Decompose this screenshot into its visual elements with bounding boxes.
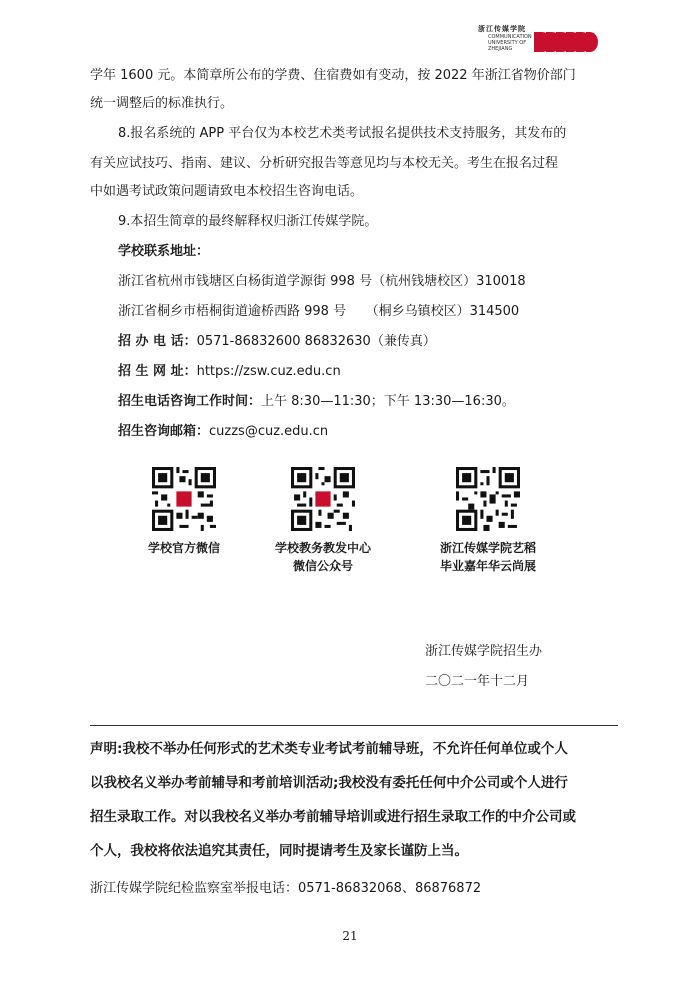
- logo-stripes-icon: [530, 28, 598, 56]
- hours-value: 上午 8:30—11:30；下午 13:30—16:30。: [261, 394, 515, 409]
- qr-caption-line: 毕业嘉年华云尚展: [439, 559, 536, 573]
- paragraph-line: 8.报名系统的 APP 平台仅为本校艺术类考试报名提供技术支持服务，其发布的: [118, 126, 567, 141]
- qr-code-graduation-exhibition-icon: [456, 467, 520, 531]
- hours-label: 招生电话咨询工作时间：: [118, 394, 262, 409]
- qr-caption-graduation-exhibition: [428, 539, 548, 575]
- page-number: 21: [342, 929, 358, 943]
- email-label: 招生咨询邮箱：: [118, 424, 210, 439]
- logo-cn-text: 浙江传媒学院: [478, 25, 526, 33]
- phone-label: 招 办 电 话：: [118, 334, 197, 349]
- address-hangzhou: 浙江省杭州市钱塘区白杨街道学源街 998 号（杭州钱塘校区）310018: [118, 274, 526, 289]
- qr-code-academic-affairs-icon: [291, 467, 355, 531]
- report-phone: 浙江传媒学院纪检监察室举报电话：0571-86832068、86876872: [90, 881, 482, 896]
- address-tongxiang: 浙江省桐乡市梧桐街道逾桥西路 998 号 （桐乡乌镇校区）314500: [118, 304, 520, 319]
- web-link[interactable]: https://zsw.cuz.edu.cn: [196, 364, 341, 379]
- hours-row: [118, 395, 612, 409]
- qr-caption-academic-affairs: [263, 539, 383, 575]
- declaration-line: 招生录取工作。对以我校名义举办考前辅导培训或进行招生录取工作的中介公司或: [90, 809, 576, 825]
- declaration-line: 声明:我校不举办任何形式的艺术类专业考试考前辅导班，不允许任何单位或个人: [90, 741, 568, 757]
- qr-caption-line: 学校官方微信: [147, 541, 220, 555]
- paragraph-line: 中如遇考试政策问题请致电本校招生咨询电话。: [90, 184, 364, 199]
- paragraph-line: 统一调整后的标准执行。: [90, 96, 234, 111]
- email-link[interactable]: cuzzs@cuz.edu.cn: [209, 424, 329, 439]
- divider: [90, 725, 618, 726]
- web-label: 招 生 网 址：: [118, 364, 197, 379]
- university-logo: [478, 24, 598, 58]
- declaration-line: 个人，我校将依法追究其责任，同时提请考生及家长谨防上当。: [90, 843, 468, 859]
- qr-caption-line: 微信公众号: [292, 559, 353, 573]
- logo-en-text: COMMUNICATION UNIVERSITY OF ZHEJIANG: [488, 34, 532, 52]
- qr-caption-line: 浙江传媒学院艺稻: [439, 541, 536, 555]
- web-row: [118, 365, 612, 379]
- paragraph-line: 有关应试技巧、指南、建议、分析研究报告等意见均与本校无关。考生在报名过程: [90, 156, 559, 171]
- address-heading: 学校联系地址：: [118, 244, 210, 259]
- phone-value: 0571-86832600 86832630（兼传真）: [196, 334, 436, 349]
- qr-caption-line: 学校教务教发中心: [274, 541, 371, 555]
- phone-row: [118, 335, 612, 349]
- qr-code-official-wechat-icon: [152, 467, 216, 531]
- paragraph-line: 学年 1600 元。本简章所公布的学费、住宿费如有变动，按 2022 年浙江省物价部门: [90, 68, 576, 83]
- signature-date: 二〇二一年十二月: [425, 674, 530, 689]
- signature-office: 浙江传媒学院招生办: [425, 644, 543, 659]
- qr-caption-official-wechat: [124, 539, 244, 557]
- declaration-line: 以我校名义举办考前辅导和考前培训活动;我校没有委托任何中介公司或个人进行: [90, 775, 568, 791]
- email-row: [118, 425, 612, 439]
- paragraph-line: 9.本招生简章的最终解释权归浙江传媒学院。: [118, 214, 378, 229]
